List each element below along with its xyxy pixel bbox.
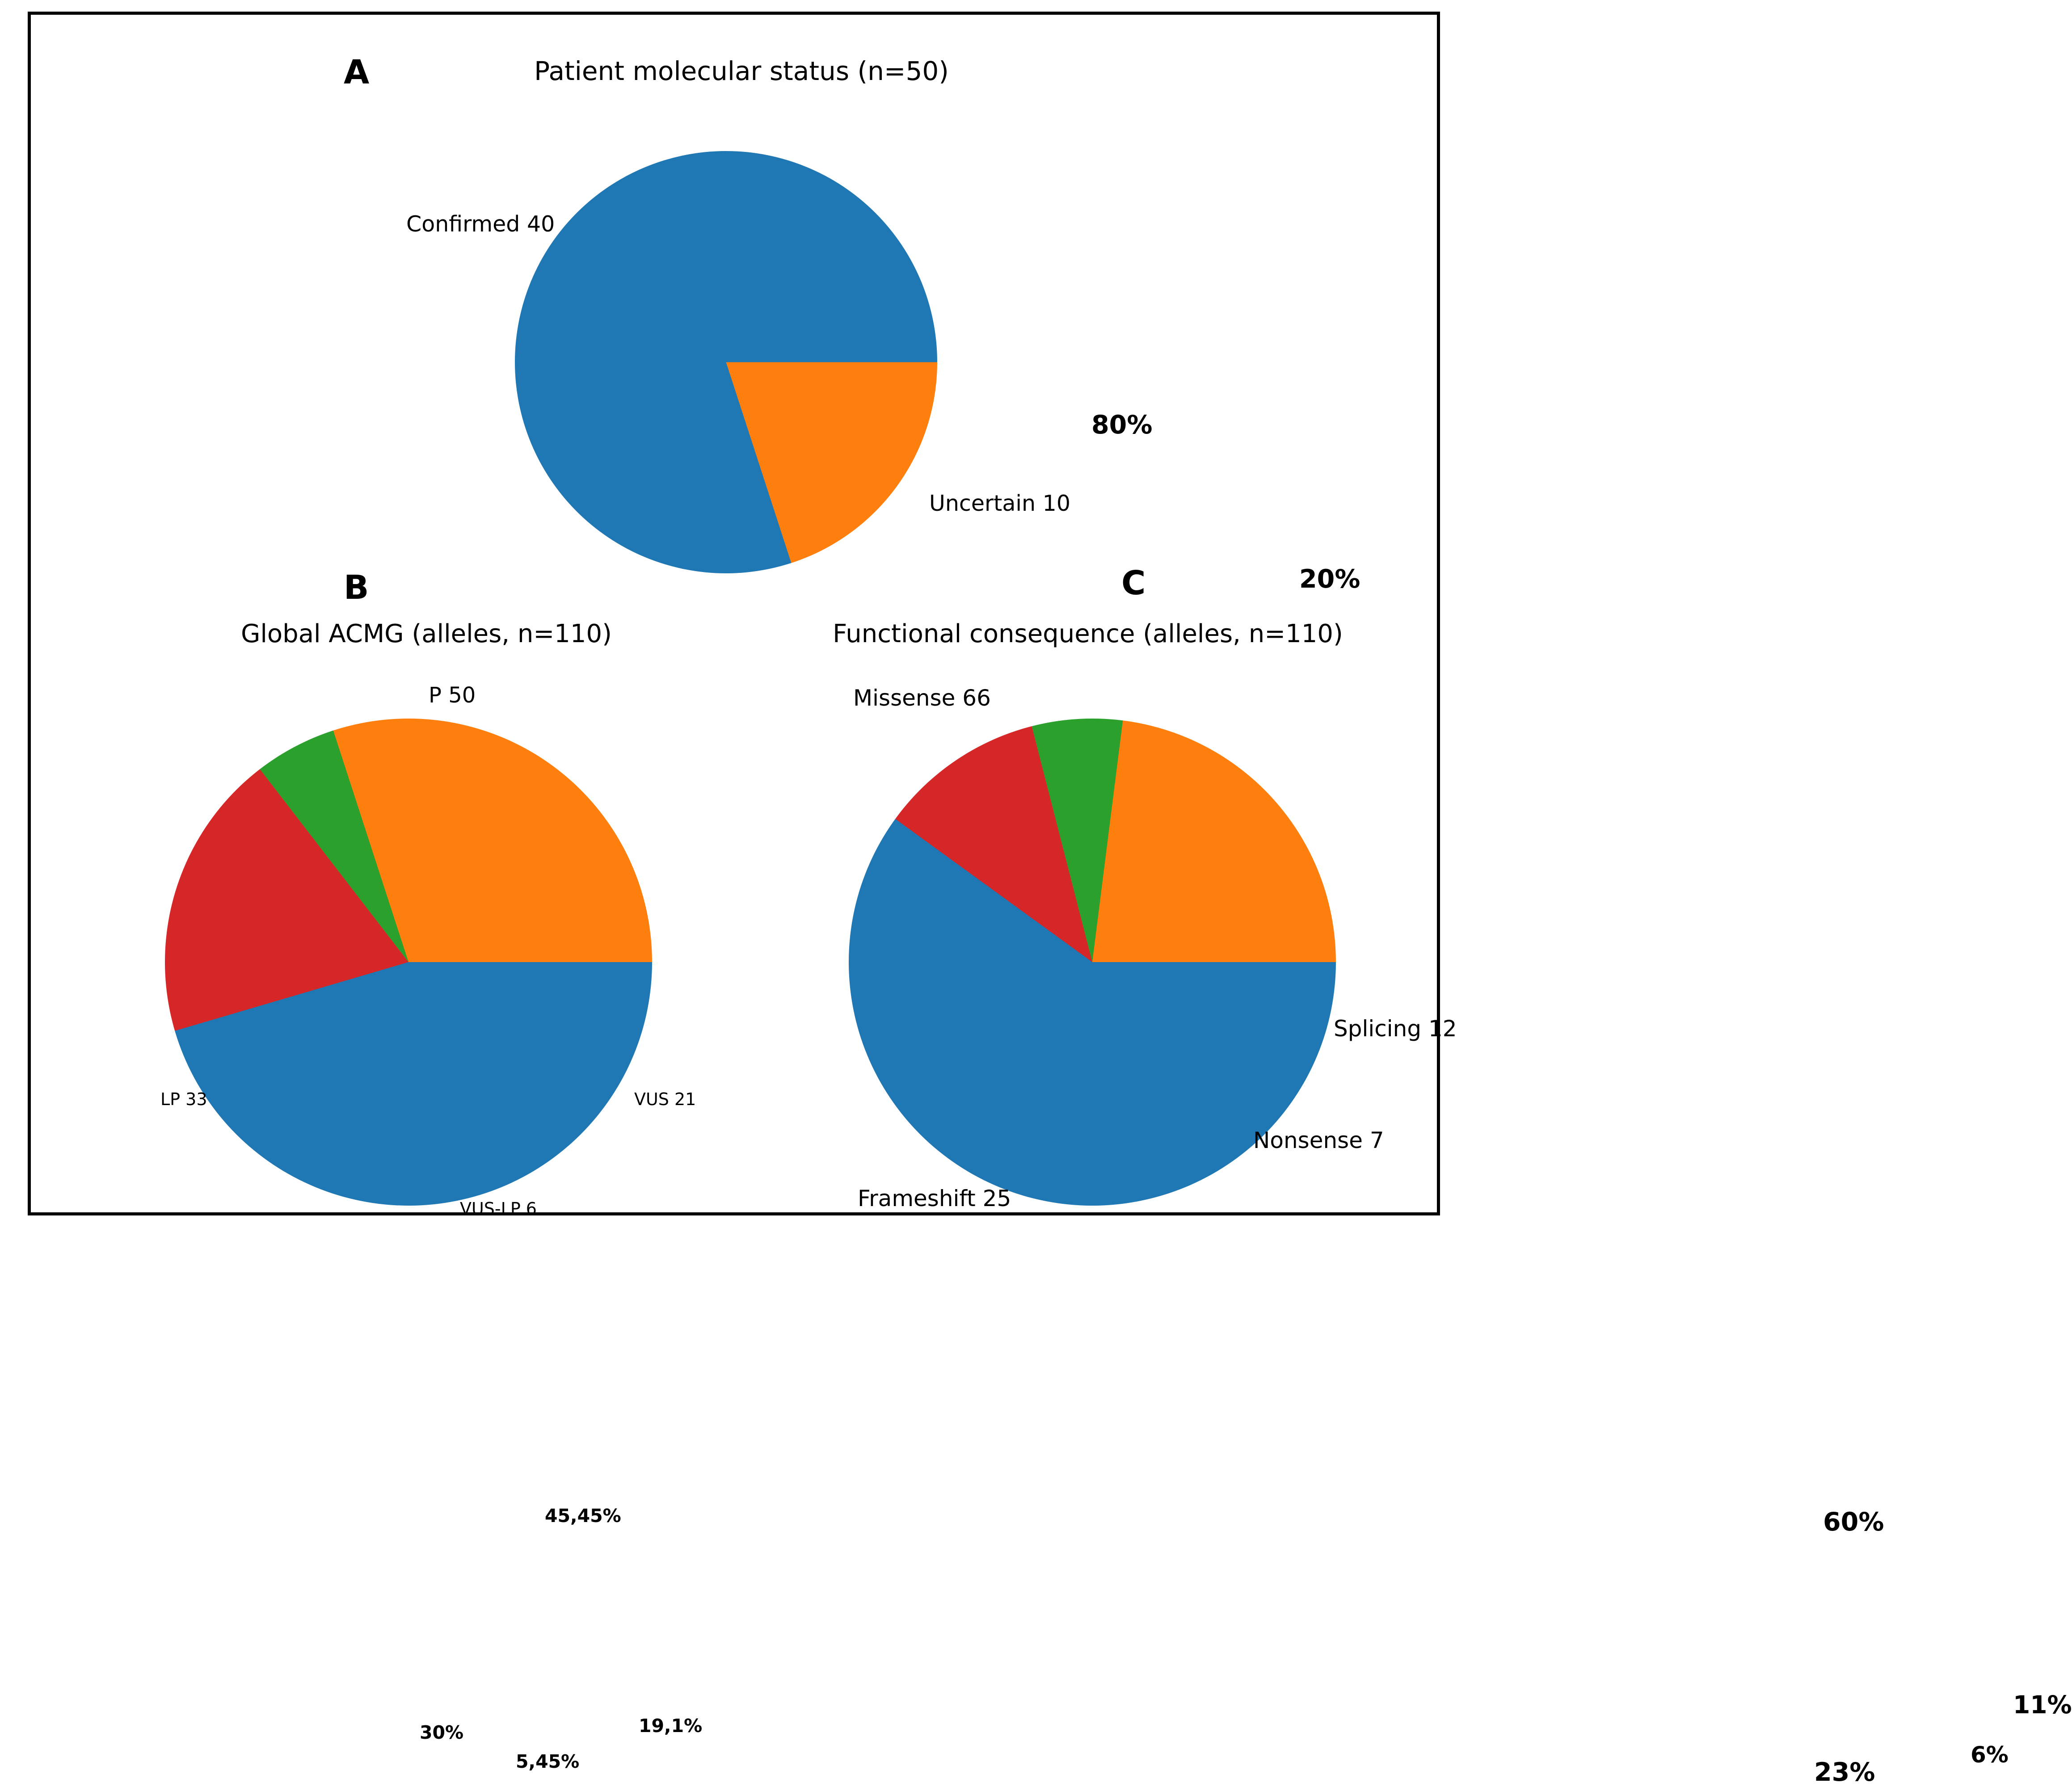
panel-a-title: Patient molecular status (n=50) <box>534 56 949 86</box>
figure-border <box>28 12 2072 1787</box>
panel-a-uncertain-percent: 20% <box>1299 564 1360 594</box>
panel-b-vus-percent: 19,1% <box>639 1715 703 1737</box>
panel-c-nonsense-percent: 6% <box>1971 1742 2009 1768</box>
panel-c-splicing-percent: 11% <box>2013 1690 2072 1719</box>
panel-c-missense-percent: 60% <box>1823 1507 1884 1537</box>
panel-c-title: Functional consequence (alleles, n=110) <box>833 619 1343 648</box>
panel-c-frameshift-label: Frameshift 25 <box>858 1186 1011 1211</box>
panel-c-nonsense-label: Nonsense 7 <box>1253 1127 1384 1153</box>
panel-c-splicing-label: Splicing 12 <box>1334 1016 1457 1042</box>
panel-a-confirmed-label: Confirmed 40 <box>406 211 555 237</box>
panel-b-p-percent: 45,45% <box>545 1505 621 1526</box>
panel-c-frameshift-percent: 23% <box>1814 1758 1875 1787</box>
panel-b-lp-percent: 30% <box>420 1722 464 1743</box>
panel-b-vuslp-percent: 5,45% <box>516 1751 580 1772</box>
panel-b-vuslp-label: VUS-LP 6 <box>460 1199 537 1219</box>
panel-a-confirmed-percent: 80% <box>1091 410 1153 440</box>
panel-b-vus-label: VUS 21 <box>634 1089 696 1109</box>
panel-c-letter: C <box>1121 564 1146 602</box>
panel-b-letter: B <box>344 568 369 607</box>
panel-a-letter: A <box>344 53 370 92</box>
panel-b-pie-slices <box>165 719 652 1206</box>
panel-b-title: Global ACMG (alleles, n=110) <box>240 619 612 648</box>
panel-a-pie-slices <box>515 151 937 573</box>
panel-c-missense-label: Missense 66 <box>853 685 991 711</box>
panel-b-lp-label: LP 33 <box>160 1089 207 1109</box>
panel-b-p-label: P 50 <box>429 683 476 708</box>
panel-a-uncertain-label: Uncertain 10 <box>929 491 1070 516</box>
